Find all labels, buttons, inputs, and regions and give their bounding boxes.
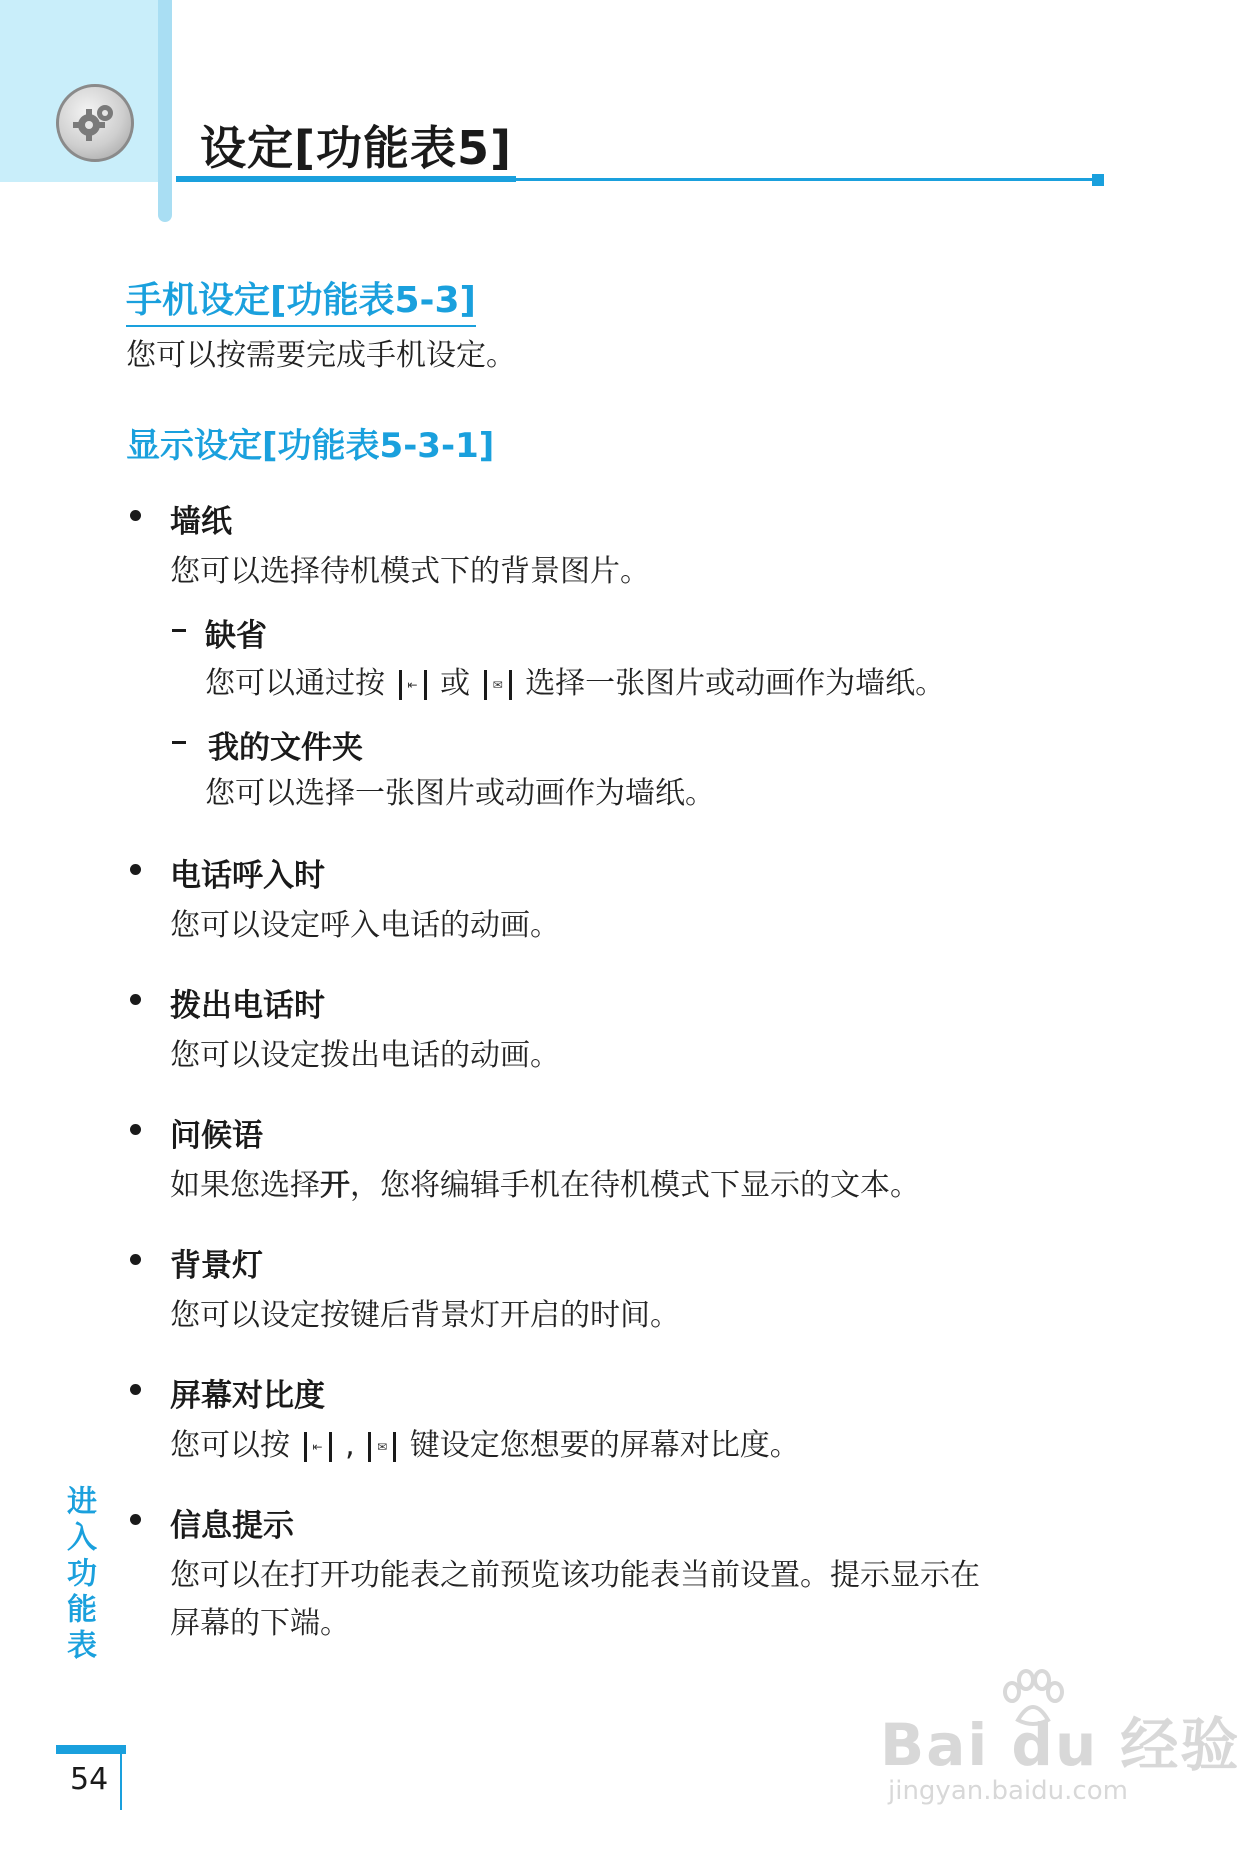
left-soft-key-icon: ⇤ bbox=[304, 1432, 332, 1462]
item-title-info-tip: 信息提示 bbox=[170, 1508, 294, 1544]
item-desc-wallpaper: 您可以选择待机模式下的背景图片。 bbox=[170, 554, 650, 589]
watermark-url: jingyan.baidu.com bbox=[888, 1776, 1128, 1806]
page-number-bar bbox=[56, 1745, 126, 1754]
item-desc-info-tip-line1: 您可以在打开功能表之前预览该功能表当前设置。提示显示在 bbox=[170, 1558, 980, 1593]
bullet bbox=[130, 864, 141, 875]
title-rule bbox=[176, 176, 516, 182]
watermark-brand: Bai du 经验 bbox=[880, 1711, 1241, 1779]
gear-icon bbox=[56, 84, 134, 162]
left-soft-key-icon: ⇤ bbox=[399, 670, 427, 700]
item-desc-info-tip-line2: 屏幕的下端。 bbox=[170, 1606, 350, 1641]
item-desc-outgoing-call: 您可以设定拨出电话的动画。 bbox=[170, 1038, 560, 1073]
side-tab-label: 进入功能表 bbox=[61, 1485, 96, 1665]
subitem-title-my-folder: 我的文件夹 bbox=[208, 730, 363, 766]
item-title-backlight: 背景灯 bbox=[170, 1248, 263, 1284]
bullet bbox=[130, 1124, 141, 1135]
item-desc-backlight: 您可以设定按键后背景灯开启的时间。 bbox=[170, 1298, 680, 1333]
header-corner-bar bbox=[158, 0, 172, 222]
item-desc-greeting: 如果您选择开，您将编辑手机在待机模式下显示的文本。 bbox=[170, 1168, 920, 1203]
subitem-title-default: 缺省 bbox=[205, 618, 267, 654]
dash bbox=[172, 629, 186, 632]
item-title-wallpaper: 墙纸 bbox=[170, 504, 232, 540]
bullet bbox=[130, 1514, 141, 1525]
dash bbox=[172, 741, 186, 744]
right-soft-key-icon: ✉ bbox=[368, 1432, 396, 1462]
item-title-outgoing-call: 拨出电话时 bbox=[170, 988, 325, 1024]
subsection-heading: 显示设定[功能表5-3-1] bbox=[126, 426, 495, 466]
page-title: 设定[功能表5] bbox=[200, 121, 513, 175]
title-rule-end-marker bbox=[1092, 174, 1104, 186]
subitem-desc-my-folder: 您可以选择一张图片或动画作为墙纸。 bbox=[205, 776, 715, 811]
item-title-incoming-call: 电话呼入时 bbox=[170, 858, 325, 894]
watermark bbox=[880, 1668, 1241, 1818]
item-desc-incoming-call: 您可以设定呼入电话的动画。 bbox=[170, 908, 560, 943]
page-number: 54 bbox=[70, 1762, 109, 1797]
bullet bbox=[130, 1254, 141, 1265]
item-title-contrast: 屏幕对比度 bbox=[170, 1378, 325, 1414]
subitem-desc-default: 您可以通过按 ⇤ 或 ✉ 选择一张图片或动画作为墙纸。 bbox=[205, 666, 946, 701]
item-title-greeting: 问候语 bbox=[170, 1118, 263, 1154]
bullet bbox=[130, 994, 141, 1005]
bullet bbox=[130, 1384, 141, 1395]
bullet bbox=[130, 510, 141, 521]
item-desc-contrast: 您可以按 ⇤ , ✉ 键设定您想要的屏幕对比度。 bbox=[170, 1428, 800, 1463]
title-rule-thin bbox=[516, 178, 1100, 181]
section-intro: 您可以按需要完成手机设定。 bbox=[126, 338, 516, 373]
right-soft-key-icon: ✉ bbox=[484, 670, 512, 700]
section-heading: 手机设定[功能表5-3] bbox=[126, 272, 476, 327]
page-number-divider bbox=[120, 1754, 122, 1810]
